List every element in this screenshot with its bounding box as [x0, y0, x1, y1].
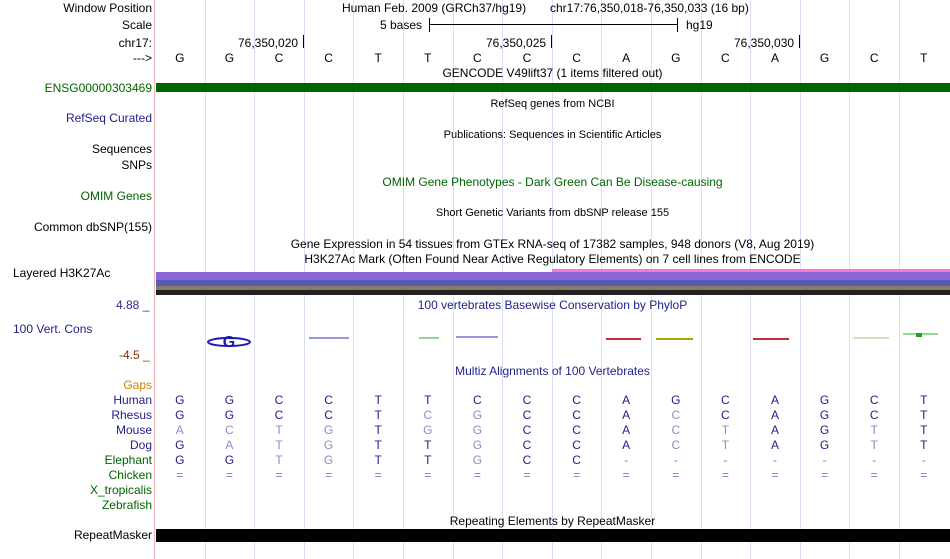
scale-bar-left — [429, 18, 430, 32]
alignment-base: C — [522, 438, 532, 452]
alignment-base: G — [819, 393, 830, 407]
alignment-base: C — [522, 423, 532, 437]
alignment-base: A — [225, 438, 234, 452]
label-divider — [154, 0, 155, 559]
alignment-base: G — [472, 408, 483, 422]
phylop-label[interactable]: 100 Vert. Cons — [13, 322, 93, 336]
position-tick-3: 76,350,030 — [734, 36, 795, 50]
alignment-base: C — [721, 393, 730, 407]
alignment-base: T — [721, 438, 730, 452]
sequence-base: T — [920, 51, 928, 65]
alignment-base: C — [522, 453, 532, 467]
h3k27ac-track-title[interactable]: H3K27Ac Mark (Often Found Near Active Regulatory Elements) on 7 cell lines from ENCODE — [304, 252, 801, 266]
gencode-track-title[interactable]: GENCODE V49lift37 (1 items filtered out) — [442, 66, 663, 80]
alignment-base: T — [374, 393, 382, 407]
alignment-base: G — [175, 453, 185, 467]
chrom-label: chr17: — [118, 36, 152, 50]
alignment-base: = — [622, 468, 630, 482]
alignment-base: G — [671, 393, 681, 407]
alignment-base: = — [721, 468, 729, 482]
alignment-base: = — [573, 468, 581, 482]
alignment-base: G — [423, 423, 433, 437]
assembly-text: Human Feb. 2009 (GRCh37/hg19) — [342, 1, 527, 15]
position-tick-1: 76,350,020 — [238, 36, 299, 50]
alignment-base: T — [721, 423, 730, 437]
alignment-base: A — [770, 438, 779, 452]
alignment-base: C — [869, 408, 879, 422]
alignment-base: T — [374, 408, 382, 422]
alignment-base: A — [622, 408, 631, 422]
sequence-base: C — [721, 51, 730, 65]
species-label[interactable]: Mouse — [115, 423, 152, 437]
sequence-base: T — [374, 51, 382, 65]
alignment-base: T — [870, 438, 878, 452]
alignment-base: C — [572, 408, 581, 422]
alignment-base: = — [920, 468, 928, 482]
alignment-base: C — [522, 393, 532, 407]
repeatmasker-label[interactable]: RepeatMasker — [73, 528, 152, 542]
alignment-base: G — [472, 453, 483, 467]
alignment-base: G — [175, 438, 185, 452]
alignment-base: = — [870, 468, 878, 482]
dbsnp-track-title[interactable]: Short Genetic Variants from dbSNP release 155 — [435, 207, 670, 219]
position-tick-2: 76,350,025 — [486, 36, 547, 50]
alignment-base: C — [572, 453, 581, 467]
sequence-base: G — [819, 51, 830, 65]
h3k27ac-dark-layer — [156, 290, 950, 295]
species-label[interactable]: Elephant — [104, 453, 152, 467]
window-position-label: Window Position — [63, 1, 152, 15]
alignment-base: - — [723, 453, 728, 467]
sequence-base: C — [473, 51, 482, 65]
gencode-item-label[interactable]: ENSG00000303469 — [44, 81, 152, 95]
sequence-base: G — [175, 51, 185, 65]
alignment-base: = — [176, 468, 184, 482]
alignment-base: C — [225, 423, 234, 437]
sequence-base: C — [572, 51, 581, 65]
species-label[interactable]: X_tropicalis — [89, 483, 152, 497]
alignment-base: C — [274, 408, 284, 422]
multiz-track-title[interactable]: Multiz Alignments of 100 Vertebrates — [455, 364, 650, 378]
alignment-base: T — [275, 423, 283, 437]
position-tick-mark-2 — [551, 35, 552, 48]
alignment-base: = — [424, 468, 432, 482]
alignment-base: = — [821, 468, 829, 482]
refseq-label[interactable]: RefSeq Curated — [65, 111, 152, 125]
alignment-base: = — [325, 468, 333, 482]
alignment-base: C — [324, 408, 333, 422]
alignment-base: G — [472, 423, 483, 437]
alignment-base: A — [770, 393, 779, 407]
alignment-base: C — [324, 393, 333, 407]
alignment-base: T — [920, 408, 928, 422]
alignment-base: C — [572, 438, 581, 452]
phylop-min-value: -4.5 _ — [119, 348, 150, 362]
alignment-base: = — [225, 468, 233, 482]
scale-bar — [429, 24, 677, 25]
position-text[interactable]: chr17:76,350,018-76,350,033 (16 bp) — [550, 1, 749, 15]
alignment-base: T — [920, 438, 928, 452]
alignment-base: G — [175, 408, 185, 422]
position-tick-mark-1 — [303, 35, 304, 48]
alignment-base: G — [819, 408, 830, 422]
species-label[interactable]: Dog — [129, 438, 152, 452]
alignment-base: = — [374, 468, 382, 482]
h3k27ac-purple-layer — [156, 272, 950, 280]
alignment-base: C — [473, 393, 482, 407]
h3k27ac-label[interactable]: Layered H3K27Ac — [13, 266, 111, 280]
alignment-base: C — [423, 408, 433, 422]
alignment-base: G — [224, 408, 235, 422]
sequence-base: G — [671, 51, 681, 65]
sequence-base: C — [324, 51, 333, 65]
species-label[interactable]: Chicken — [108, 468, 152, 482]
snps-label[interactable]: SNPs — [121, 158, 152, 172]
sequence-base: A — [770, 51, 779, 65]
alignment-base: - — [872, 453, 877, 467]
phylop-glyph-g: G — [222, 334, 236, 351]
scale-db: hg19 — [686, 18, 713, 32]
refseq-track-title[interactable]: RefSeq genes from NCBI — [490, 98, 615, 110]
alignment-base: G — [323, 438, 334, 452]
alignment-base: - — [921, 453, 926, 467]
omim-track-title[interactable]: OMIM Gene Phenotypes - Dark Green Can Be Disease-causing — [382, 175, 723, 189]
scale-label: Scale — [121, 18, 152, 32]
alignment-base: C — [522, 408, 532, 422]
alignment-base: A — [770, 408, 779, 422]
alignment-base: C — [572, 393, 581, 407]
alignment-base: T — [920, 393, 928, 407]
alignment-base: T — [870, 423, 878, 437]
alignment-base: T — [275, 438, 283, 452]
alignment-base: - — [773, 453, 777, 467]
alignment-base: C — [671, 423, 681, 437]
alignment-base: C — [721, 408, 730, 422]
sequence-base: C — [869, 51, 879, 65]
alignment-base: T — [374, 423, 382, 437]
species-label[interactable]: Zebrafish — [101, 498, 152, 512]
alignment-base: G — [224, 393, 235, 407]
alignment-base: C — [671, 438, 681, 452]
dbsnp-label[interactable]: Common dbSNP(155) — [33, 220, 152, 234]
scale-text: 5 bases — [380, 18, 423, 32]
phylop-track-title[interactable]: 100 vertebrates Basewise Conservation by PhyloP — [417, 298, 688, 312]
alignment-base: C — [572, 423, 581, 437]
alignment-base: A — [622, 423, 631, 437]
sequence-base: C — [274, 51, 284, 65]
alignment-base: T — [920, 423, 928, 437]
alignment-base: - — [624, 453, 629, 467]
gaps-label[interactable]: Gaps — [123, 378, 152, 392]
species-label[interactable]: Human — [113, 393, 152, 407]
phylop-graph[interactable] — [156, 320, 950, 360]
alignment-base: T — [424, 393, 432, 407]
sequence-base: A — [622, 51, 631, 65]
repeatmasker-bar[interactable] — [156, 529, 950, 542]
alignment-base: G — [175, 393, 185, 407]
alignment-base: T — [424, 453, 432, 467]
alignment-base: = — [771, 468, 779, 482]
phylop-bar-9 — [916, 333, 922, 337]
sequence-base: G — [224, 51, 235, 65]
alignment-base: T — [424, 438, 432, 452]
alignment-base: T — [275, 453, 283, 467]
gtex-track-title[interactable]: Gene Expression in 54 tissues from GTEx RNA-seq of 17382 samples, 948 donors (V8, Aug 2019) — [290, 237, 815, 251]
alignment-base: A — [622, 393, 631, 407]
alignment-base: C — [869, 393, 879, 407]
alignment-base: T — [374, 438, 382, 452]
alignment-base: A — [175, 423, 184, 437]
alignment-base: C — [274, 393, 284, 407]
alignment-base: G — [323, 453, 334, 467]
alignment-base: T — [374, 453, 382, 467]
alignment-base: = — [275, 468, 283, 482]
sequence-base: T — [424, 51, 432, 65]
alignment-base: = — [672, 468, 680, 482]
alignment-base: G — [472, 438, 483, 452]
omim-label[interactable]: OMIM Genes — [80, 189, 152, 203]
alignment-base: - — [673, 453, 678, 467]
alignment-base: G — [323, 423, 334, 437]
publications-track-title[interactable]: Publications: Sequences in Scientific Articles — [443, 129, 662, 141]
strand-arrow-label: ---> — [133, 51, 152, 65]
gencode-gene-bar[interactable] — [156, 83, 950, 92]
alignment-base: C — [671, 408, 681, 422]
phylop-max-value: 4.88 _ — [116, 298, 150, 312]
sequences-label[interactable]: Sequences — [91, 142, 152, 156]
alignment-base: A — [770, 423, 779, 437]
alignment-base: G — [819, 423, 830, 437]
repeatmasker-track-title[interactable]: Repeating Elements by RepeatMasker — [449, 514, 656, 528]
sequence-base: C — [522, 51, 532, 65]
position-tick-mark-3 — [799, 35, 800, 48]
alignment-base: = — [523, 468, 531, 482]
scale-bar-right — [677, 18, 678, 32]
species-label[interactable]: Rhesus — [111, 408, 152, 422]
alignment-base: A — [622, 438, 631, 452]
alignment-base: G — [224, 453, 235, 467]
h3k27ac-signal[interactable] — [156, 269, 950, 295]
alignment-base: - — [822, 453, 827, 467]
alignment-base: G — [819, 438, 830, 452]
alignment-base: = — [473, 468, 481, 482]
